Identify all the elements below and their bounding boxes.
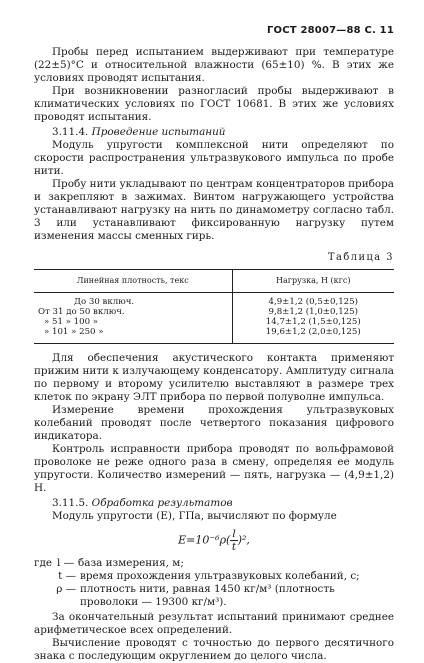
table-row — [34, 307, 394, 317]
paragraph-acoustic-contact: Для обеспечения акустического контакта применяют прижим нити к излучающему конденсатору. Амплитуду сигнала по первому и второму усилителю выставляют в размере трех клеток по экрану ЭЛТ прибора по первой полуволне импульса. — [34, 351, 394, 403]
definition-symbol: ρ — — [56, 582, 76, 595]
load-table — [34, 269, 394, 343]
page-content — [34, 46, 394, 663]
table-caption: Таблица 3 — [327, 252, 394, 264]
paragraph-rounding: Вычисление проводят с точностью до первого десятичного знака с последующим округлением до целого числа. — [34, 637, 394, 663]
paragraph-time-measurement: Измерение времени прохождения ультразвуковых колебаний проводят после четвертого показания цифрового индикатора. — [34, 403, 394, 443]
paragraph-conditioning: Пробы перед испытанием выдерживают при температуре (22±5)°С и относительной влажности (65±10) %. В этих же условиях проводят испытания. — [34, 46, 394, 85]
density-cell: От 31 до 50 включ. — [34, 307, 232, 317]
section-3-11-4-heading — [34, 126, 394, 139]
definition-symbol: t — — [58, 569, 76, 582]
modulus-formula — [34, 528, 394, 553]
definition-row — [34, 570, 394, 583]
density-cell: До 30 включ. — [34, 292, 232, 307]
definition-text: время прохождения ультразвуковых колебаний, с; — [80, 569, 360, 582]
definition-symbol: l — — [56, 556, 74, 569]
formula-numerator: l — [232, 527, 236, 540]
formula-fraction — [230, 528, 237, 553]
section-number: 3.11.4. — [52, 125, 89, 138]
density-cell: » 51 » 100 » — [34, 317, 232, 327]
load-cell: 19,6±1,2 (2,0±0,125) — [265, 327, 361, 338]
definitions-intro: где — [34, 556, 52, 569]
table-bottom-rule — [34, 343, 394, 344]
definition-text: база измерения, м; — [78, 556, 184, 569]
load-cell: 4,9±1,2 (0,5±0,125) — [268, 296, 358, 307]
paragraph-final-result: За окончательный результат испытаний принимают среднее арифметическое всех определений. — [34, 611, 394, 637]
formula-denominator: t — [231, 540, 237, 553]
table-row — [34, 327, 394, 342]
section-title: Обработка результатов — [91, 496, 233, 509]
paragraph-disagreement: При возникновении разногласий пробы выдерживают в климатических условиях по ГОСТ 10681. В этих же условиях проводят испытания. — [34, 85, 394, 124]
definition-row — [34, 583, 394, 609]
paragraph-device-check: Контроль исправности прибора проводят по вольфрамовой проволоке не реже одного раза в смену, определяя ее модуль упругости. Количество измерений — пять, нагрузка — (4,9±1,2) Н. — [34, 443, 394, 495]
formula-definitions — [34, 557, 394, 609]
paragraph-formula-intro: Модуль упругости (E), ГПа, вычисляют по формуле — [52, 509, 337, 522]
formula-rhs: )², — [237, 533, 250, 547]
page-header: ГОСТ 28007—88 С. 11 — [266, 25, 394, 36]
section-number: 3.11.5. — [52, 496, 89, 509]
load-cell: 9,8±1,2 (1,0±0,125) — [268, 306, 358, 317]
formula-lhs: E=10⁻⁶ρ( — [178, 533, 231, 547]
density-cell: » 101 » 250 » — [34, 327, 232, 342]
table-row — [34, 292, 394, 307]
column-header-load: Нагрузка, Н (кгс) — [232, 269, 394, 292]
definition-text: плотность нити, равная 1450 кг/м³ (плотность проволоки — 19300 кг/м³). — [80, 582, 335, 609]
load-cell: 14,7±1,2 (1,5±0,125) — [265, 317, 361, 328]
section-title: Проведение испытаний — [91, 125, 226, 138]
definition-row — [34, 557, 394, 570]
table-row — [34, 317, 394, 327]
section-3-11-5-heading — [34, 497, 394, 510]
paragraph-sample-mounting: Пробу нити укладывают по центрам концентраторов прибора и закрепляют в зажимах. Винтом нагружающего устройства устанавливают нагрузку на нить по динамометру согласно табл. 3 или устанавливают фиксированную нагрузку путем изменения массы сменных гирь. — [34, 177, 394, 243]
paragraph-modulus-method: Модуль упругости комплексной нити определяют по скорости распространения ультразвукового импульса по пробе нити. — [34, 138, 394, 177]
column-header-density: Линейная плотность, текс — [34, 269, 232, 292]
